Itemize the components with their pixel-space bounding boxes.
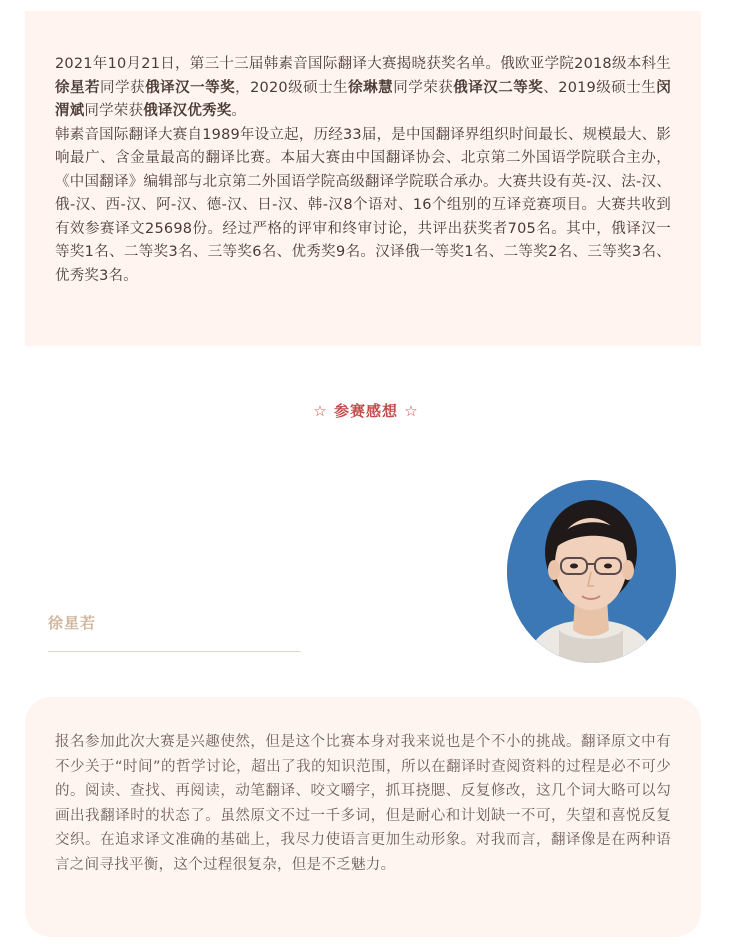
intro-text: 。 bbox=[231, 103, 247, 119]
participant-name: 徐星若 bbox=[48, 614, 97, 632]
winner-name-3: 闵渭斌 bbox=[55, 79, 672, 119]
section-title-text: 参赛感想 bbox=[333, 402, 398, 420]
reflection-card bbox=[25, 697, 701, 937]
star-outline-icon: ☆ bbox=[313, 402, 328, 420]
winner-name-2: 徐琳慧 bbox=[348, 79, 394, 96]
reflection-text: 报名参加此次大赛是兴趣使然，但是这个比赛本身对我来说也是个不小的挑战。翻译原文中有不少关于“时间”的哲学讨论，超出了我的知识范围，所以在翻译时查阅资料的过程是必不可少的。阅读、查找、再阅读，动笔翻译、咬文嚼字，抓耳挠腮、反复修改，这几个词大略可以勾画出我翻译时的状态了。虽然原文不过一千多词，但是耐心和计划缺一不可，失望和喜悦反复交织。在追求译文准确的基础上，我尽力使语言更加生动形象。对我而言，翻译像是在两种语言之间寻找平衡，这个过程很复杂，但是不乏魅力。 bbox=[55, 734, 671, 873]
intro-text: 同学荣获 bbox=[84, 103, 144, 119]
intro-text: 同学荣获 bbox=[393, 79, 454, 96]
intro-text: 、2019级硕士生 bbox=[543, 79, 657, 96]
winner-name-1: 徐星若 bbox=[55, 79, 101, 96]
section-heading bbox=[0, 400, 732, 421]
intro-text: 2021年10月21日，第三十三届韩素音国际翻译大赛揭晓获奖名单。俄欧亚学院2018级本科生 bbox=[55, 56, 671, 72]
intro-card bbox=[25, 11, 701, 346]
intro-text: ，2020级硕士生 bbox=[235, 79, 349, 96]
intro-paragraph-contest: 韩素音国际翻译大赛自1989年设立起，历经33届，是中国翻译界组织时间最长、规模最大、影响最广、含金量最高的翻译比赛。本届大赛由中国翻译协会、北京第二外国语学院联合主办，《中国翻译》编辑部与北京第二外国语学院高级翻译学院联合承办。大赛共设有英-汉、法-汉、俄-汉、西-汉、阿-汉、德-汉、日-汉、韩-汉8个语对、16个组别的互译竞赛项目。大赛共收到有效参赛译文25698份。经过严格的评审和终审讨论，共评出获奖者705名。其中，俄译汉一等奖1名、二等奖3名、三等奖6名、优秀奖9名。汉译俄一等奖1名、二等奖2名、三等奖3名、优秀奖3名。 bbox=[55, 126, 671, 284]
star-outline-icon: ☆ bbox=[404, 402, 419, 420]
avatar bbox=[507, 480, 676, 663]
prize-3: 俄译汉优秀奖 bbox=[143, 103, 232, 119]
name-divider bbox=[48, 651, 301, 652]
portrait-photo bbox=[507, 480, 676, 663]
prize-2: 俄译汉二等奖 bbox=[453, 79, 544, 96]
intro-paragraph-award bbox=[55, 53, 671, 124]
intro-text: 同学获 bbox=[100, 79, 146, 96]
prize-1: 俄译汉一等奖 bbox=[145, 79, 236, 96]
